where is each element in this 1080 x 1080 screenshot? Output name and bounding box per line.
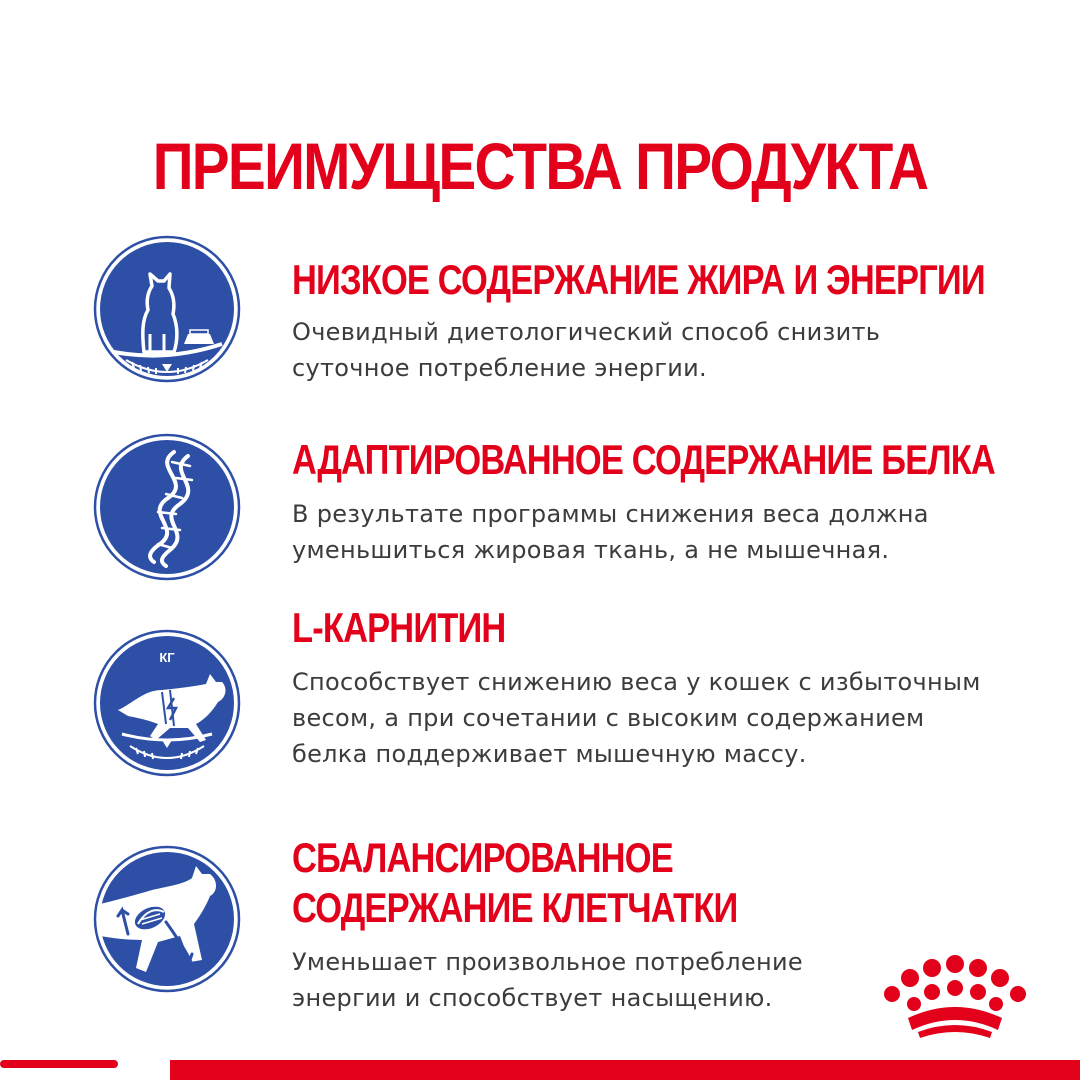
- benefit-4-heading-line1: СБАЛАНСИРОВАННОЕ: [292, 834, 673, 881]
- cat-weight-icon: [92, 628, 242, 778]
- benefit-2-heading: АДАПТИРОВАННОЕ СОДЕРЖАНИЕ БЕЛКА: [292, 436, 995, 483]
- bottom-bar-segment-short: [0, 1060, 118, 1068]
- cat-bowl-icon: [92, 234, 242, 384]
- bottom-bar-segment-long: [170, 1060, 1080, 1080]
- benefit-1-heading: НИЗКОЕ СОДЕРЖАНИЕ ЖИРА И ЭНЕРГИИ: [292, 256, 985, 303]
- benefit-4-heading-line2: СОДЕРЖАНИЕ КЛЕТЧАТКИ: [292, 884, 738, 931]
- benefit-4-description: Уменьшает произвольное потребление энергии и способствует насыщению.: [292, 948, 803, 1012]
- benefit-3-description: Способствует снижению веса у кошек с избыточным весом, а при сочетании с высоким содержанием белка поддерживает мышечную массу.: [292, 668, 981, 768]
- bottom-accent-bar: [0, 1056, 1080, 1080]
- benefit-1-description: Очевидный диетологический способ снизить суточное потребление энергии.: [292, 318, 881, 382]
- cat-digestion-icon: [92, 844, 242, 994]
- dna-helix-icon: [92, 432, 242, 582]
- royal-canin-crown-logo: [880, 952, 1030, 1044]
- page-title: ПРЕИМУЩЕСТВА ПРОДУКТА: [152, 129, 928, 203]
- benefit-3-heading: L-КАРНИТИН: [292, 604, 506, 651]
- benefit-2-description: В результате программы снижения веса должна уменьшиться жировая ткань, а не мышечная.: [292, 500, 929, 564]
- weight-unit-label: КГ: [159, 650, 175, 665]
